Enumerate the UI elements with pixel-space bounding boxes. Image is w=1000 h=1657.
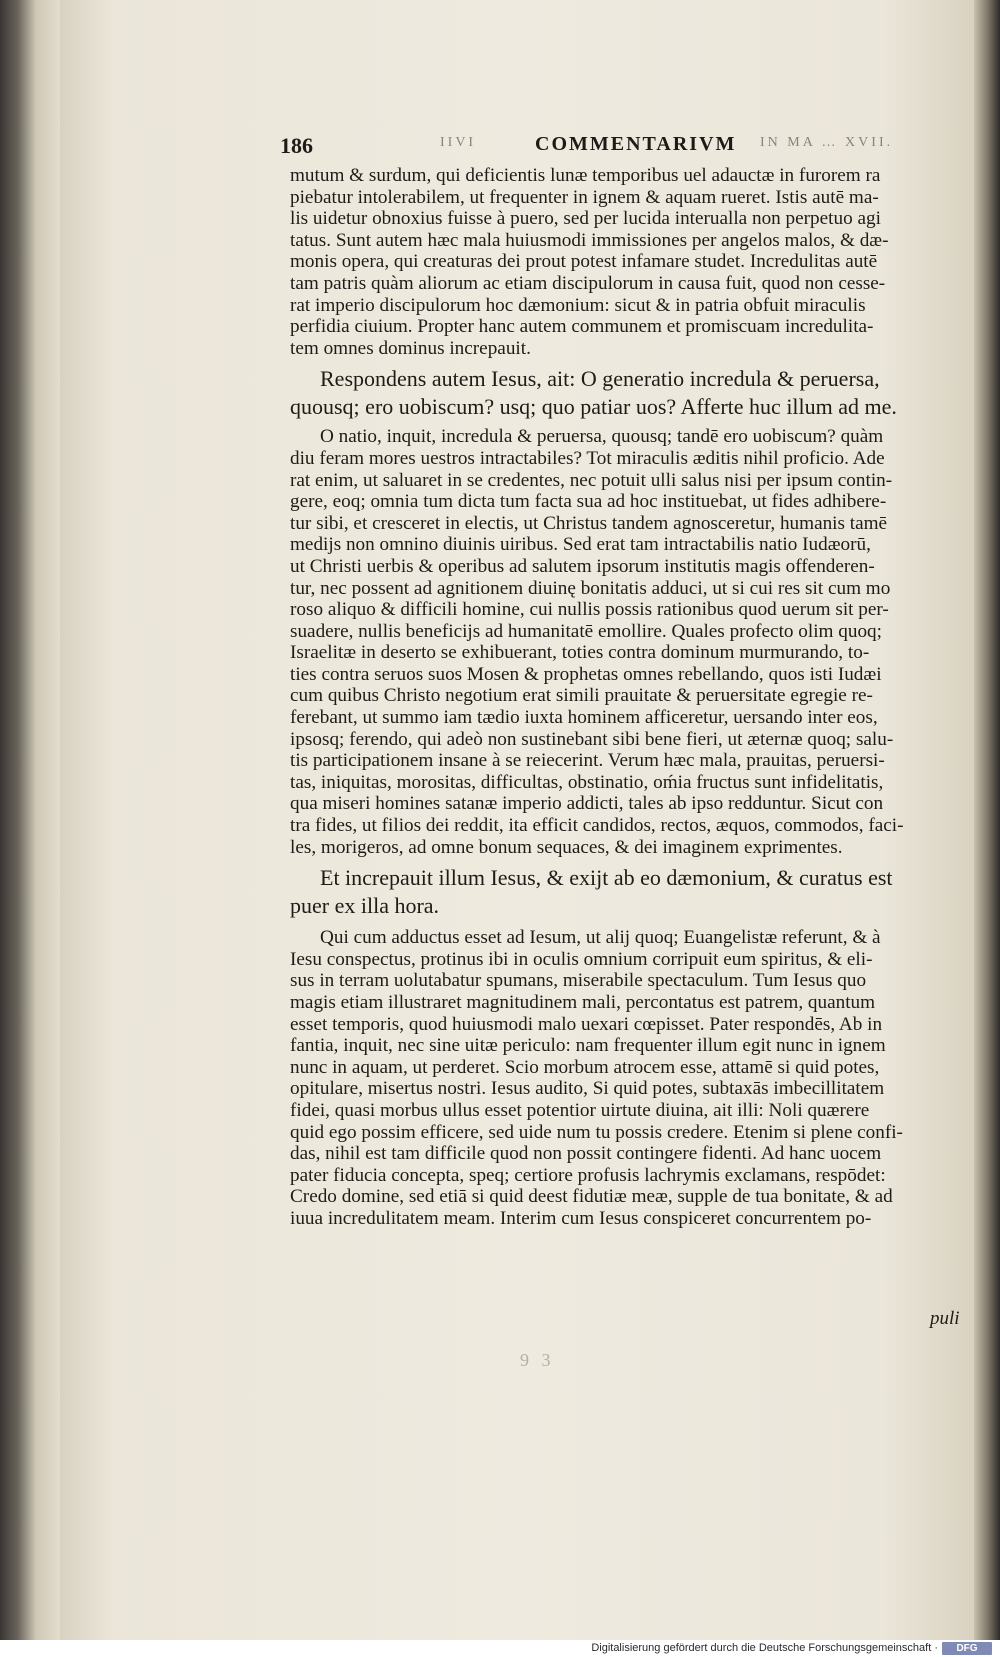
text-line: mutum & surdum, qui deficientis lunæ temporibus uel adauctæ in furorem ra xyxy=(290,165,881,186)
text-line: piebatur intolerabilem, ut frequenter in ignem & aquam rueret. Istis autē ma- xyxy=(290,186,879,208)
text-line: lis uidetur obnoxius fuisse à puero, sed per lucida interualla non perpetuo agi xyxy=(290,208,881,230)
text-line: das, nihil est tam difficile quod non possit contingere fidenti. Ad hanc uocem xyxy=(290,1143,882,1165)
body-text xyxy=(290,165,990,1230)
verse-line: quousq; ero uobiscum? usq; quo patiar uos? Afferte huc illum ad me. xyxy=(290,393,897,419)
text-line: iuua incredulitatem meam. Interim cum Iesus conspiceret concurrentem po- xyxy=(290,1207,872,1229)
text-line: rat imperio discipulorum hoc dæmonium: sicut & in patria obfuit miraculis xyxy=(290,294,866,316)
text-line: medijs non omnino diuinis uiribus. Sed erat tam intractabilis natio Iudæorū, xyxy=(290,534,871,556)
paragraph-3 xyxy=(290,927,990,1229)
text-line: ipsosq; ferendo, qui adeò non sustinebant sibi bene fieri, ut æternæ quoq; salu- xyxy=(290,728,894,750)
text-line: Qui cum adductus esset ad Iesum, ut alij quoq; Euangelistæ referunt, & à xyxy=(320,927,881,949)
text-line: fidei, quasi morbus ullus esset potentior uirtute diuina, ait illi: Noli quærere xyxy=(290,1099,870,1121)
text-line: ties contra seruos suos Mosen & prophetas omnes rebellando, quos isti Iudæi xyxy=(290,663,882,685)
text-line: tur sibi, et cresceret in electis, ut Christus tandem agnosceretur, humanis tamē xyxy=(290,512,888,534)
text-line: Iesu conspectus, protinus ibi in oculis omnium corripuit eum spiritus, & eli- xyxy=(290,948,873,970)
page-headline xyxy=(280,133,980,163)
text-line: fantia, inquit, nec sine uitæ periculo: nam frequenter illum egit nunc in ignem xyxy=(290,1035,886,1057)
scripture-verse-2 xyxy=(290,864,990,919)
text-line: quid ego possim efficere, sed uide num tu possis credere. Etenim si plene confi- xyxy=(290,1121,903,1143)
text-line: Israelitæ in deserto se exhibuerant, toties contra dominum murmurando, to- xyxy=(290,642,870,664)
text-line: O natio, inquit, incredula & peruersa, quousq; tandē ero uobiscum? quàm xyxy=(320,426,884,448)
text-line: ferebant, ut summo iam tædio iuxta hominem afficeretur, uersando inter eos, xyxy=(290,707,878,729)
text-line: les, morigeros, ad omne bonum sequaces, & dei imaginem exprimentes. xyxy=(290,836,843,858)
text-line: tis participationem insane à se reiecerint. Verum hæc mala, prauitas, peruersi- xyxy=(290,750,885,772)
verse-line: puer ex illa hora. xyxy=(290,892,440,918)
scripture-verse-1 xyxy=(290,365,990,420)
text-line: tur, nec possent ad agnitionem diuinę bonitatis adduci, ut si cui res sit cum mo xyxy=(290,577,891,599)
text-line: tas, iniquitas, morositas, difficultas, obstinatio, oḿia fructus sunt infidelitatis, xyxy=(290,771,884,793)
funding-credit: Digitalisierung gefördert durch die Deutsche Forschungsgemeinschaft · xyxy=(591,1642,938,1654)
text-line: tatus. Sunt autem hæc mala huiusmodi immissiones per angelos malos, & dæ- xyxy=(290,229,889,251)
text-line: opitulare, misertus nostri. Iesus audito, Si quid potes, subtaxās imbecillitatem xyxy=(290,1078,885,1100)
text-line: Credo domine, sed etiā si quid deest fidutiæ meæ, supple de tua bonitate, & ad xyxy=(290,1186,893,1208)
text-line: tam patris quàm aliorum ac etiam discipulorum in causa fuit, quod non cesse- xyxy=(290,272,886,294)
bleed-through-head: IN MA … XVII. xyxy=(760,135,894,150)
text-line: monis opera, qui creaturas dei prout potest infamare studet. Incredulitas autē xyxy=(290,251,878,273)
bleed-through-number: 9 3 xyxy=(520,1350,555,1370)
text-line: diu feram mores uestros intractabiles? Tot miraculis æditis nihil proficio. Ade xyxy=(290,447,885,469)
verse-line: Respondens autem Iesus, ait: O generatio incredula & peruersa, xyxy=(320,366,880,392)
text-line: suadere, nullis beneficijs ad humanitatē emollire. Quales profecto olim quoq; xyxy=(290,620,882,642)
verse-line: Et increpauit illum Iesus, & exijt ab eo dæmonium, & curatus est xyxy=(320,865,893,891)
text-line: esset temporis, quod huiusmodi malo uexari cœpisset. Pater respondēs, Ab in xyxy=(290,1013,883,1035)
faint-mark: IIVI xyxy=(440,135,477,150)
text-line: pater fiducia concepta, speq; certiore profusis lachrymis exclamans, respōdet: xyxy=(290,1164,886,1186)
catchword: puli xyxy=(930,1308,960,1329)
text-line: roso aliquo & difficili homine, cui nullis possis rationibus quod uerum sit per- xyxy=(290,599,889,621)
text-line: qua miseri homines satanæ imperio addicti, tales ab ipso redduntur. Sicut con xyxy=(290,793,884,815)
text-line: gere, eoq; omnia tum dicta tum facta sua ad hoc instituebat, ut fides adhibere- xyxy=(290,491,887,513)
text-line: nunc in aquam, ut perderet. Scio morbum atrocem esse, attamē si quid potes, xyxy=(290,1056,880,1078)
page-number: 186 xyxy=(280,133,313,158)
paragraph-2 xyxy=(290,426,990,858)
text-line: magis etiam illustraret magnitudinem mali, percontatus est patrem, quantum xyxy=(290,992,876,1013)
paragraph-1 xyxy=(290,165,990,359)
text-line: tem omnes dominus increpauit. xyxy=(290,337,531,359)
text-line: sus in terram uolutabatur spumans, miserabile spectaculum. Tum Iesus quo xyxy=(290,970,867,992)
text-line: cum quibus Christo negotium erat simili prauitate & peruersitate egregie re- xyxy=(290,685,873,707)
text-line: rat enim, ut saluaret in se credentes, nec potuit ulli salus nisi per ipsum contin- xyxy=(290,469,893,491)
text-line: ut Christi uerbis & operibus ad salutem ipsorum institutis magis offenderen- xyxy=(290,555,875,577)
text-line: perfidia ciuium. Propter hanc autem communem et promiscuam incredulita- xyxy=(290,316,874,338)
footer-bar xyxy=(0,1640,1000,1657)
book-gutter xyxy=(0,0,60,1640)
running-head: COMMENTARIVM xyxy=(535,133,737,155)
text-line: tra fides, ut filios dei reddit, ita efficit candidos, rectos, æquos, commodos, faci- xyxy=(290,815,904,837)
dfg-logo: DFG xyxy=(942,1642,992,1655)
